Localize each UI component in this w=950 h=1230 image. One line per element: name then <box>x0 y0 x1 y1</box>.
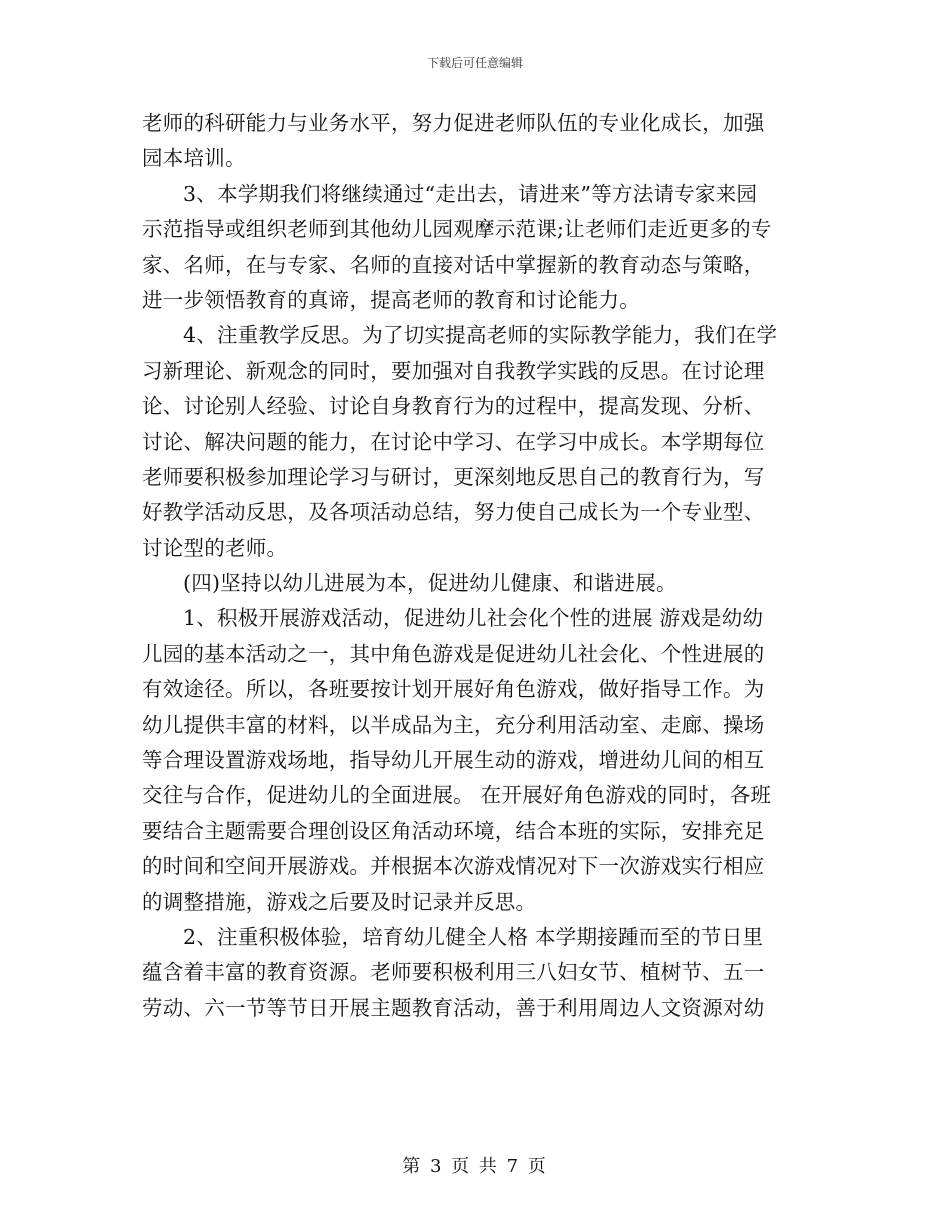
text-line: 3、本学期我们将继续通过“走出去，请进来”等方法请专家来园 <box>183 181 758 206</box>
text-line: 有效途径。所以，各班要按计划开展好角色游戏，做好指导工作。为 <box>142 677 765 702</box>
text-line: 好教学活动反思，及各项活动总结，努力使自己成长为一个专业型、 <box>142 500 765 525</box>
text-line: 的调整措施，游戏之后要及时记录并反思。 <box>142 889 537 914</box>
document-body <box>142 106 806 1026</box>
text-line: 进一步领悟教育的真谛，提高老师的教育和讨论能力。 <box>142 287 640 312</box>
text-line: 蕴含着丰富的教育资源。老师要积极利用三八妇女节、植树节、五一 <box>142 960 765 985</box>
text-line: 示范指导或组织老师到其他幼儿园观摩示范课;让老师们走近更多的专 <box>142 217 772 242</box>
page-number-footer: 第 3 页 共 7 页 <box>402 1156 548 1177</box>
text-line: 老师的科研能力与业务水平，努力促进老师队伍的专业化成长，加强 <box>142 111 765 135</box>
text-line: 幼儿提供丰富的材料，以半成品为主，充分利用活动室、走廊、操场 <box>142 712 765 737</box>
text-line: 交往与合作，促进幼儿的全面进展。 在开展好角色游戏的同时，各班 <box>142 783 772 808</box>
text-line: 1、积极开展游戏活动，促进幼儿社会化个性的进展 游戏是幼幼 <box>183 606 764 631</box>
text-line: 的时间和空间开展游戏。并根据本次游戏情况对下一次游戏实行相应 <box>142 854 765 879</box>
text-line: 家、名师，在与专家、名师的直接对话中掌握新的教育动态与策略， <box>142 252 765 277</box>
text-line: 等合理设置游戏场地，指导幼儿开展生动的游戏，增进幼儿间的相互 <box>142 748 765 773</box>
text-line: 要结合主题需要合理创设区角活动环境，结合本班的实际，安排充足 <box>142 818 765 843</box>
text-line: 4、注重教学反思。为了切实提高老师的实际教学能力，我们在学 <box>183 323 778 348</box>
text-line: 讨论、解决问题的能力，在讨论中学习、在学习中成长。本学期每位 <box>142 429 765 454</box>
text-line: 讨论型的老师。 <box>142 535 288 560</box>
text-line: 2、注重积极体验，培育幼儿健全人格 本学期接踵而至的节日里 <box>183 924 764 949</box>
text-line: 习新理论、新观念的同时，要加强对自我教学实践的反思。在讨论理 <box>142 358 765 383</box>
text-line: 园本培训。 <box>142 146 246 171</box>
text-line: 劳动、六一节等节日开展主题教育活动，善于利用周边人文资源对幼 <box>142 995 765 1020</box>
text-line: 儿园的基本活动之一，其中角色游戏是促进幼儿社会化、个性进展的 <box>142 641 765 666</box>
text-line: 老师要积极参加理论学习与研讨，更深刻地反思自己的教育行为，写 <box>142 464 765 489</box>
header-note: 下载后可任意编辑 <box>426 56 523 70</box>
text-line: 论、讨论别人经验、讨论自身教育行为的过程中，提高发现、分析、 <box>142 394 765 419</box>
text-line: (四)坚持以幼儿进展为本，促进幼儿健康、和谐进展。 <box>183 571 677 596</box>
